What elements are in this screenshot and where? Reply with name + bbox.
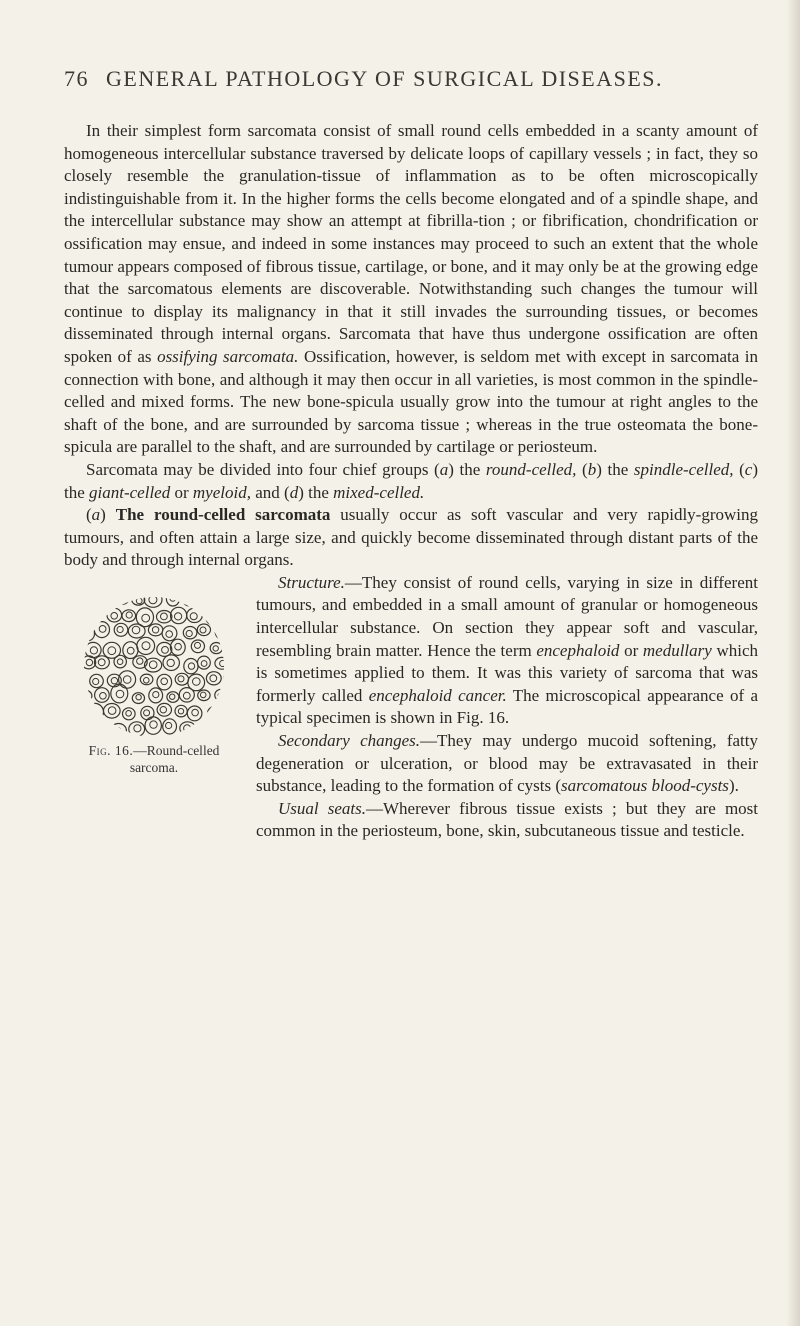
cell-nucleus	[175, 613, 182, 620]
round-cell	[187, 706, 202, 721]
round-cell	[175, 705, 187, 717]
round-cell	[157, 703, 171, 716]
round-cell	[137, 637, 155, 654]
round-cell	[81, 595, 94, 606]
round-cell	[215, 657, 229, 669]
round-cell	[210, 642, 222, 653]
page-number: 76	[64, 66, 89, 91]
cell-nucleus	[111, 612, 118, 619]
round-cell	[95, 688, 110, 703]
cell-nucleus	[184, 725, 191, 732]
cell-nucleus	[98, 659, 105, 666]
round-cell	[163, 655, 179, 671]
cell-nucleus	[134, 725, 141, 732]
cell-nucleus	[210, 615, 217, 622]
cell-nucleus	[119, 594, 126, 601]
cell-nucleus	[183, 692, 190, 699]
cell-nucleus	[144, 710, 150, 716]
running-title: GENERAL PATHOLOGY OF SURGICAL DISEASES.	[106, 66, 664, 91]
round-cell	[157, 610, 172, 622]
cell-nucleus	[219, 628, 226, 635]
cell-nucleus	[161, 678, 168, 685]
cell-nucleus	[175, 643, 182, 650]
round-cell	[141, 706, 154, 719]
cell-nucleus	[161, 613, 168, 620]
round-cell	[208, 706, 226, 721]
round-cell	[82, 656, 96, 669]
round-cell	[215, 689, 228, 701]
round-cell	[94, 621, 109, 637]
cell-nucleus	[84, 630, 90, 636]
cell-nucleus	[152, 626, 158, 632]
cell-nucleus	[108, 647, 116, 655]
cell-nucleus	[126, 612, 132, 618]
round-cell	[81, 627, 94, 641]
round-cell	[145, 658, 162, 672]
round-cell	[104, 703, 121, 718]
round-cell	[197, 624, 210, 636]
cell-nucleus	[201, 598, 207, 604]
cell-nucleus	[115, 728, 122, 735]
round-cell	[198, 690, 210, 701]
cell-nucleus	[170, 694, 175, 699]
cell-nucleus	[149, 661, 157, 669]
round-cell	[227, 610, 229, 620]
cell-nucleus	[149, 596, 157, 604]
cell-nucleus	[86, 659, 92, 665]
round-cell	[129, 722, 145, 737]
round-cell	[167, 692, 179, 703]
round-cell	[148, 624, 162, 636]
round-cell	[198, 722, 210, 734]
term-encephaloid-cancer: encephaloid cancer.	[368, 685, 507, 705]
round-cell	[187, 608, 203, 622]
cell-nucleus	[188, 663, 194, 669]
paragraph-sarcomata-form: In their simplest form sarcomata consist of small round cells embedded in a scanty amount of homogeneous intercellular substance traversed by delicate loops of capillary vessels ; in fact, they so closely resemble the granulation-tissue of inflammation as to be often microscopically indistinguishable from it. In the higher forms the cells become elongated and of a spindle shape, and the intercellular substance may show an attempt at fibrilla-tion ; or fibrification, chondrification or ossification may ensue, and indeed in some instances may proceed to such an extent that the whole tumour appears composed of fibrous tissue, cartilage, or bone, and it may only be at the growing edge that the sarcomatous elements are discoverable. Notwithstanding such changes the tumour will continue to display its malignancy in that it still invades the surrounding tissues, or becomes disseminated through internal organs. Sarcomata that have thus undergone ossification are often spoken of as ossifying sarcomata. Ossification, however, is seldom met with except in sarcomata in connection with bone, and although it may then occur in all varieties, is most common in the spindle-celled and mixed forms. The new bone-spicula usually grow into the tumour at right angles to the shaft of the bone, and are surrounded by sarcoma tissue ; whereas in the true osteomata the bone-spicula are parallel to the shaft, and are surrounded by cartilage or periosteum.	[64, 121, 759, 457]
round-cell	[89, 608, 101, 619]
subheading-usual-seats: Usual seats.	[278, 798, 366, 818]
round-cell	[145, 717, 161, 734]
round-cell	[86, 703, 103, 720]
round-cell	[123, 708, 136, 720]
term-myeloid: myeloid,	[192, 482, 251, 502]
cell-nucleus	[92, 611, 98, 617]
term-mixed-celled: mixed-celled.	[333, 482, 425, 502]
cell-nucleus	[137, 658, 143, 664]
round-cell	[94, 595, 110, 609]
cell-nucleus	[116, 690, 124, 698]
cell-nucleus	[200, 627, 206, 633]
cell-nucleus	[220, 660, 226, 666]
round-cell	[183, 626, 197, 638]
cell-nucleus	[186, 630, 192, 636]
round-cell	[79, 690, 92, 702]
paragraph-structure: Structure.—They consist of round cells, varying in size in different tumours, and embedded in a small amount of granular or homogeneous intercellular substance. On section they appear soft and vascular, resembling brain matter. Hence the term encephaloid or medullary which is sometimes applied to them. It was this variety of sarcoma that was formerly called encephaloid cancer. The microscopical appearance of a typical specimen is shown in Fig. 16.	[256, 572, 758, 728]
cell-nucleus	[136, 598, 142, 604]
cell-nucleus	[100, 692, 107, 699]
round-cell	[171, 607, 187, 623]
cell-nucleus	[190, 613, 197, 620]
round-cell	[94, 656, 109, 669]
round-cell	[184, 658, 198, 673]
cell-nucleus	[132, 626, 140, 634]
figure-caption	[64, 742, 244, 776]
cell-nucleus	[166, 631, 173, 638]
cell-nucleus	[117, 659, 123, 665]
round-cell	[114, 655, 126, 668]
round-cell	[95, 722, 109, 734]
cell-nucleus	[178, 676, 184, 682]
round-cell	[157, 642, 172, 656]
running-header	[64, 66, 663, 92]
cell-nucleus	[98, 599, 105, 606]
round-cell	[183, 592, 196, 605]
cell-nucleus	[213, 646, 218, 651]
round-cell	[149, 688, 163, 703]
round-cell	[215, 623, 229, 639]
paragraph-round-celled: (a) The round-celled sarcomata usually occur as soft vascular and very rapidly-growing tumours, and often attain a large size, and quickly become disseminated through distant parts of the body and through internal organs.	[64, 505, 758, 570]
term-ossifying-sarcomata: ossifying sarcomata.	[157, 346, 299, 366]
figure-caption-text: —Round-celled sarcoma.	[129, 742, 220, 775]
cell-nucleus	[108, 707, 116, 715]
round-cell	[206, 610, 222, 625]
cell-nucleus	[210, 675, 217, 682]
cell-nucleus	[222, 722, 229, 730]
round-cell	[224, 705, 229, 721]
round-cell	[175, 673, 188, 685]
cell-nucleus	[200, 692, 206, 698]
cell-nucleus	[218, 693, 224, 699]
cell-nucleus	[186, 596, 192, 602]
round-cell	[166, 592, 179, 606]
cell-nucleus	[219, 595, 226, 602]
subheading-structure: Structure.	[278, 572, 345, 592]
cell-nucleus	[90, 647, 97, 654]
term-spindle-celled: spindle-celled,	[633, 459, 734, 479]
round-cell	[217, 718, 229, 735]
cell-nucleus	[142, 642, 150, 650]
cell-nucleus	[111, 677, 117, 683]
cell-nucleus	[178, 708, 183, 713]
cell-nucleus	[150, 721, 157, 728]
cell-nucleus	[123, 676, 131, 684]
round-cell	[111, 723, 127, 737]
cell-nucleus	[93, 678, 99, 684]
round-cell	[85, 642, 101, 657]
round-cell	[198, 656, 211, 669]
cell-nucleus	[212, 709, 220, 717]
cell-nucleus	[201, 660, 207, 666]
round-cell	[111, 684, 128, 703]
round-cell	[191, 640, 204, 653]
round-cell	[179, 687, 194, 701]
cell-nucleus	[195, 642, 201, 648]
cell-nucleus	[192, 709, 199, 716]
cell-nucleus	[227, 646, 229, 652]
paragraph-usual-seats: Usual seats.—Wherever fibrous tissue exists ; but they are most common in the periosteum, bone, skin, subcutaneous tissue and testicle.	[256, 798, 758, 841]
cell-nucleus	[162, 646, 169, 653]
cell-nucleus	[82, 726, 89, 733]
section-heading-round-celled: The round-celled sarcomata	[115, 505, 331, 525]
paragraph-groups: Sarcomata may be divided into four chief groups (a) the round-celled, (b) the spindle-celled, (c) the giant-celled or myeloid, and (d) the mixed-celled.	[64, 459, 759, 502]
round-cell	[114, 623, 128, 636]
cell-nucleus	[142, 614, 150, 622]
round-cell	[197, 595, 210, 609]
term-sarcomatous-blood-cysts: sarcomatous blood-cysts	[560, 776, 729, 796]
cell-nucleus	[84, 597, 90, 603]
round-cell	[79, 722, 93, 737]
round-cell	[224, 671, 230, 686]
round-cell	[90, 674, 104, 687]
round-cell	[162, 626, 177, 641]
cell-nucleus	[167, 659, 174, 666]
paragraph-secondary-changes: Secondary changes.—They may undergo mucoid softening, fatty degeneration or ulceration, or blood may be extravasated in their substance, leading to the formation of cysts (sarcomatous blood-cysts).	[256, 731, 758, 796]
cell-nucleus	[144, 677, 150, 683]
body-text	[64, 120, 758, 843]
term-giant-celled: giant-celled	[89, 482, 171, 502]
round-cell	[123, 642, 138, 659]
cell-nucleus	[99, 625, 106, 632]
round-cell	[114, 592, 129, 604]
round-cell	[157, 674, 172, 690]
round-cell	[144, 592, 162, 607]
cell-nucleus	[170, 595, 176, 601]
cell-nucleus	[193, 678, 201, 686]
cell-nucleus	[127, 647, 134, 654]
round-cell	[107, 608, 122, 622]
cell-nucleus	[202, 726, 207, 731]
cell-nucleus	[117, 626, 123, 632]
cell-nucleus	[160, 706, 166, 712]
term-encephaloid: encephaloid	[536, 640, 620, 660]
page-edge-shadow	[786, 0, 800, 1326]
cell-nucleus	[91, 709, 99, 717]
cell-nucleus	[136, 694, 141, 699]
round-cell	[170, 639, 185, 655]
cell-nucleus	[81, 692, 88, 699]
subheading-secondary-changes: Secondary changes.	[278, 731, 421, 751]
figure-16	[64, 574, 244, 829]
round-cell	[180, 722, 196, 735]
term-medullary: medullary	[642, 640, 712, 660]
round-cell	[223, 642, 229, 657]
round-cell	[215, 592, 229, 608]
round-cell	[206, 672, 221, 685]
term-round-celled: round-celled,	[485, 459, 577, 479]
cell-nucleus	[228, 674, 229, 681]
round-cell	[163, 719, 177, 734]
cell-nucleus	[99, 724, 105, 730]
round-cell-sarcoma-illustration	[79, 592, 229, 742]
cell-nucleus	[153, 691, 159, 697]
figure-label: Fig. 16.	[88, 742, 134, 758]
cell-nucleus	[126, 710, 132, 716]
cell-nucleus	[166, 722, 172, 728]
